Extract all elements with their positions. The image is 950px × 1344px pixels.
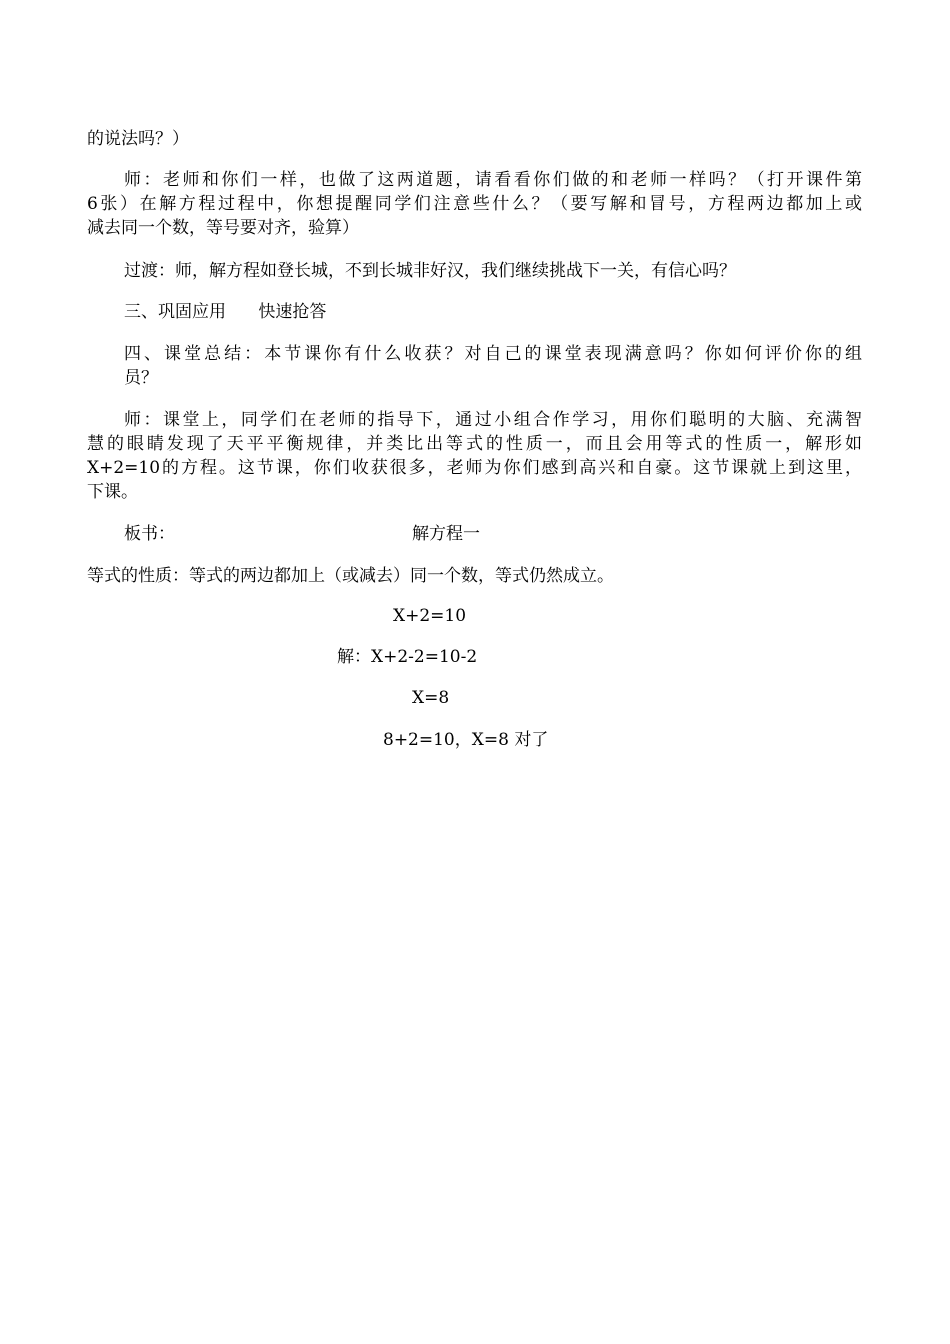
paragraph-line: X+2=10的方程。这节课，你们收获很多，老师为你们感到高兴和自豪。这节课就上到这里， — [87, 458, 862, 478]
paragraph-line: 师：课堂上，同学们在老师的指导下，通过小组合作学习，用你们聪明的大脑、充满智 — [124, 410, 862, 430]
section-heading: 四、课堂总结：本节课你有什么收获？对自己的课堂表现满意吗？你如何评价你的组 — [124, 344, 862, 364]
paragraph-line: 员？ — [124, 368, 158, 388]
paragraph-line: 的说法吗？） — [87, 129, 189, 149]
paragraph-line: 下课。 — [87, 482, 138, 502]
paragraph-line: 慧的眼睛发现了天平平衡规律，并类比出等式的性质一，而且会用等式的性质一，解形如 — [87, 434, 862, 454]
paragraph-line: 减去同一个数，等号要对齐，验算） — [87, 218, 359, 238]
property-statement: 等式的性质：等式的两边都加上（或减去）同一个数，等式仍然成立。 — [87, 566, 614, 586]
section-heading: 三、巩固应用 快速抢答 — [124, 302, 327, 322]
paragraph-line: 过渡：师，解方程如登长城，不到长城非好汉，我们继续挑战下一关，有信心吗？ — [124, 261, 736, 281]
equation-line: 解：X+2-2=10-2 — [337, 647, 478, 667]
board-label: 板书： — [124, 524, 175, 544]
board-title: 解方程一 — [412, 524, 480, 544]
paragraph-line: 师：老师和你们一样，也做了这两道题，请看看你们做的和老师一样吗？（打开课件第 — [124, 170, 862, 190]
equation-line: X=8 — [412, 688, 450, 708]
equation-line: X+2=10 — [393, 606, 467, 626]
check-line: 8+2=10，X=8 对了 — [383, 730, 549, 750]
paragraph-line: 6张）在解方程过程中，你想提醒同学们注意些什么？（要写解和冒号，方程两边都加上或 — [87, 194, 862, 214]
